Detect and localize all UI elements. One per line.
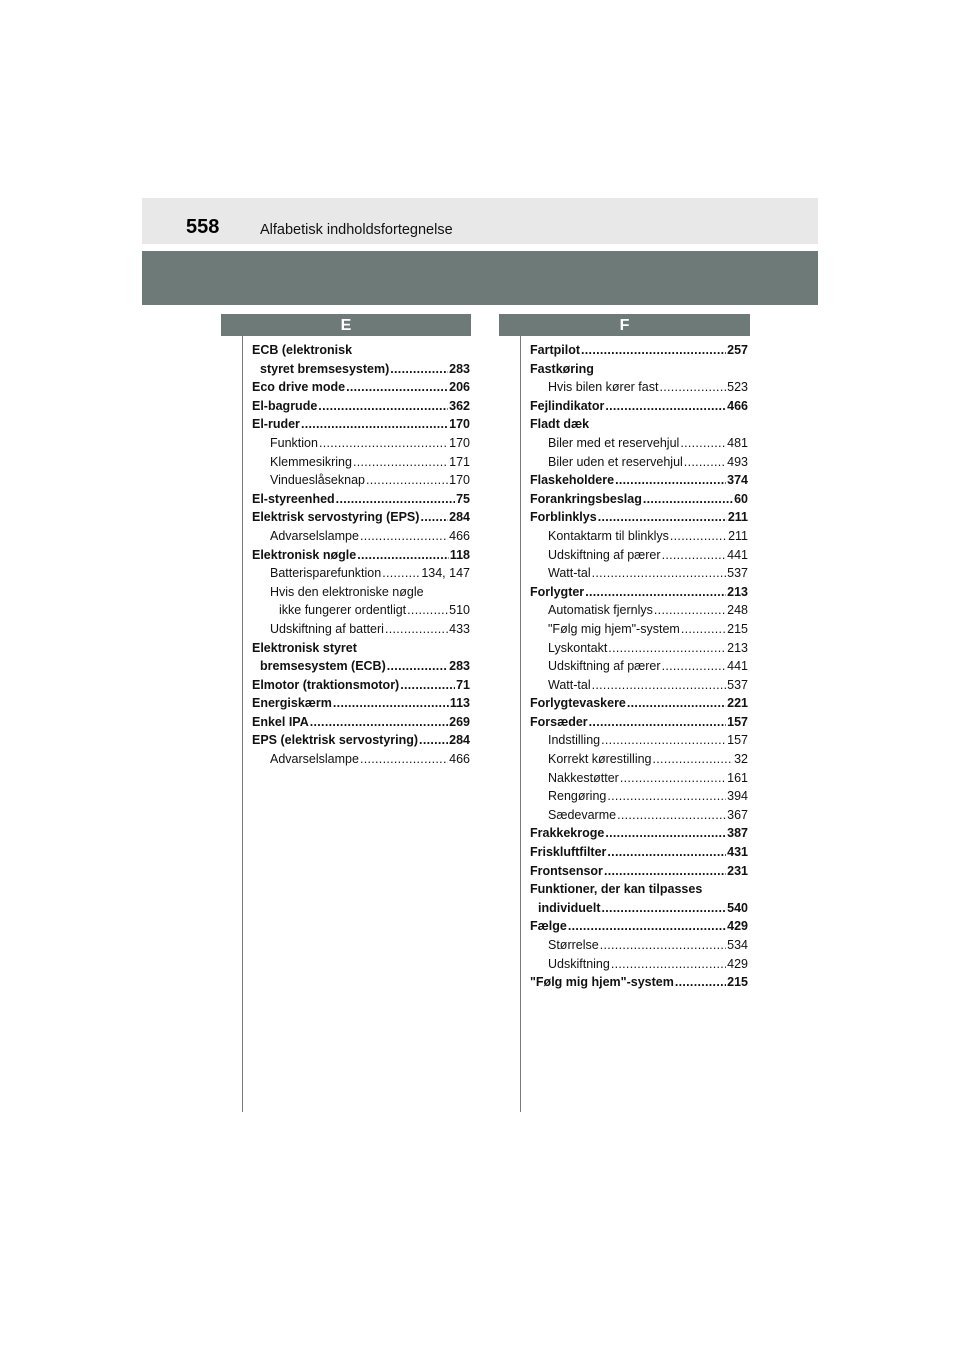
- dot-leader: [407, 601, 448, 620]
- index-entry-term: Energiskærm: [252, 696, 332, 711]
- dot-leader: [654, 601, 726, 620]
- index-entry: [252, 750, 470, 769]
- index-entry: [530, 397, 748, 416]
- index-entry-page: 248: [727, 603, 748, 618]
- dot-leader: [592, 564, 727, 583]
- index-entry-term: Forlygtevaskere: [530, 696, 626, 711]
- index-entry: [530, 657, 748, 676]
- index-entry: [530, 546, 748, 565]
- index-entry: [252, 694, 470, 713]
- dot-leader: [627, 694, 726, 713]
- index-entry-term: Friskluftfilter: [530, 845, 607, 860]
- index-entry-page: 510: [449, 603, 470, 618]
- index-entry-term: Hvis den elektroniske nøgle: [270, 584, 424, 599]
- index-entry-page: 284: [449, 733, 470, 748]
- dot-leader: [568, 917, 726, 936]
- index-entry: [252, 676, 470, 695]
- index-entry-term: Elektronisk styret: [252, 640, 357, 655]
- index-entry: [530, 508, 748, 527]
- dot-leader: [662, 546, 727, 565]
- index-entry-term: Fastkøring: [530, 361, 594, 376]
- dot-leader: [419, 731, 448, 750]
- index-entry: [530, 973, 748, 992]
- index-entry-page: 540: [727, 900, 748, 915]
- index-entry-term: Watt-tal: [548, 566, 591, 581]
- dot-leader: [585, 583, 726, 602]
- index-entry-term: bremsesystem (ECB): [260, 659, 386, 674]
- index-entry-term: Funktioner, der kan tilpasses: [530, 882, 703, 897]
- index-entry-term: styret bremsesystem): [260, 361, 390, 376]
- index-entry-term: Fælge: [530, 919, 567, 934]
- dot-leader: [387, 657, 448, 676]
- dot-leader: [617, 806, 726, 825]
- index-entry-page: 466: [449, 528, 470, 543]
- index-entry: [530, 955, 748, 974]
- index-entry-page: 211: [728, 528, 748, 543]
- index-entry-page: 374: [727, 473, 748, 488]
- index-entry-page: 221: [727, 696, 748, 711]
- index-entry-term: Batterisparefunktion: [270, 566, 382, 581]
- index-entry: [252, 415, 470, 434]
- index-entry: [530, 360, 748, 379]
- index-entry: [252, 434, 470, 453]
- dot-leader: [336, 490, 455, 509]
- index-entry-term: Fartpilot: [530, 343, 580, 357]
- index-entry-page: 113: [449, 696, 470, 711]
- index-entry: [530, 843, 748, 862]
- index-entry-term: Advarselslampe: [270, 528, 359, 543]
- index-entry: [252, 546, 470, 565]
- index-entry-term: EPS (elektrisk servostyring): [252, 733, 419, 748]
- index-entry-page: 32: [734, 752, 748, 767]
- index-entry-term: Lyskontakt: [548, 640, 608, 655]
- index-entry: [530, 806, 748, 825]
- page-number: 558: [186, 216, 220, 238]
- index-entry: [530, 620, 748, 639]
- index-entry-page: 283: [449, 659, 470, 674]
- index-entry-term: Rengøring: [548, 789, 607, 804]
- index-entry-term: Vindueslåseknap: [270, 473, 365, 488]
- index-entry-page: 211: [727, 510, 748, 525]
- index-entry: [530, 899, 748, 918]
- dot-leader: [346, 378, 448, 397]
- index-entry-term: "Følg mig hjem"-system: [548, 621, 680, 636]
- index-entry-page: 157: [727, 733, 748, 748]
- index-entry: [252, 657, 470, 676]
- section-letter-f: F: [499, 314, 750, 336]
- index-entry-term: Funktion: [270, 435, 318, 450]
- index-entry-page: 394: [727, 789, 748, 804]
- index-entry-term: Forblinklys: [530, 510, 597, 525]
- index-entry-page: 433: [449, 621, 470, 636]
- index-entry: [530, 769, 748, 788]
- index-entry-term: Størrelse: [548, 938, 599, 952]
- index-entry-term: Udskiftning af pærer: [548, 659, 661, 674]
- index-entry: [252, 620, 470, 639]
- dot-leader: [675, 973, 726, 992]
- index-entry: [252, 527, 470, 546]
- index-entry-page: 60: [734, 491, 748, 506]
- index-entry-page: 75: [456, 491, 470, 506]
- index-entry-page: 537: [727, 677, 748, 692]
- dot-leader: [670, 527, 727, 546]
- dot-leader: [319, 434, 448, 453]
- index-entry: [530, 880, 748, 899]
- index-entry-page: 481: [727, 435, 748, 450]
- index-entry-page: 257: [727, 343, 748, 357]
- index-column-f: [530, 341, 748, 992]
- index-entry-term: ECB (elektronisk: [252, 343, 353, 357]
- index-entry-term: Klemmesikring: [270, 454, 352, 469]
- index-entry: [252, 490, 470, 509]
- dot-leader: [680, 434, 726, 453]
- dot-leader: [301, 415, 448, 434]
- index-entry-page: 157: [727, 714, 748, 729]
- index-entry: [252, 564, 470, 583]
- index-entry-page: 215: [727, 621, 748, 636]
- index-entry: [252, 471, 470, 490]
- index-entry-term: Udskiftning af pærer: [548, 547, 661, 562]
- dot-leader: [598, 508, 727, 527]
- index-entry-page: 284: [449, 510, 470, 525]
- dot-leader: [602, 899, 727, 918]
- index-entry: [252, 713, 470, 732]
- dot-leader: [643, 490, 733, 509]
- index-entry: [530, 601, 748, 620]
- dot-leader: [385, 620, 448, 639]
- dot-leader: [592, 676, 727, 695]
- index-entry: [530, 731, 748, 750]
- dot-leader: [333, 694, 449, 713]
- section-letter-e: E: [221, 314, 471, 336]
- index-entry-page: 206: [449, 380, 470, 395]
- dot-leader: [662, 657, 727, 676]
- index-entry-term: Enkel IPA: [252, 714, 309, 729]
- index-entry-page: 283: [449, 361, 470, 376]
- index-entry-term: "Følg mig hjem"-system: [530, 975, 674, 990]
- index-entry: [252, 583, 470, 602]
- dot-leader: [366, 471, 448, 490]
- index-entry: [252, 378, 470, 397]
- index-entry: [252, 397, 470, 416]
- index-entry: [530, 750, 748, 769]
- column-rule-f: [520, 336, 521, 1112]
- index-entry-term: Biler uden et reservehjul: [548, 454, 683, 469]
- index-entry-page: 387: [727, 826, 748, 841]
- index-entry-page: 523: [727, 380, 748, 395]
- index-entry-page: 466: [727, 398, 748, 413]
- index-entry: [252, 639, 470, 658]
- index-entry: [530, 787, 748, 806]
- index-entry: [530, 713, 748, 732]
- index-entry-term: Automatisk fjernlys: [548, 603, 653, 618]
- index-entry-term: ikke fungerer ordentligt: [279, 603, 407, 618]
- index-entry-page: 441: [727, 547, 748, 562]
- index-entry: [252, 601, 470, 620]
- index-entry-term: Eco drive mode: [252, 380, 346, 395]
- index-entry-term: El-bagrude: [252, 398, 318, 413]
- index-entry: [530, 378, 748, 397]
- index-entry-page: 171: [449, 454, 470, 469]
- index-entry-term: Fladt dæk: [530, 417, 590, 432]
- index-entry: [252, 508, 470, 527]
- index-entry-term: Nakkestøtter: [548, 770, 619, 785]
- index-entry: [530, 583, 748, 602]
- index-entry-page: 429: [727, 956, 748, 971]
- index-entry-term: Sædevarme: [548, 807, 617, 822]
- index-entry: [530, 471, 748, 490]
- index-entry-page: 231: [727, 863, 748, 878]
- dot-leader: [318, 397, 448, 416]
- dot-leader: [601, 731, 726, 750]
- index-entry-page: 441: [727, 659, 748, 674]
- header-band: [142, 198, 818, 244]
- index-entry: [530, 694, 748, 713]
- index-entry: [252, 360, 470, 379]
- index-entry-page: 213: [727, 584, 748, 599]
- page-title: Alfabetisk indholdsfortegnelse: [260, 222, 453, 238]
- index-entry-page: 367: [727, 807, 748, 822]
- dot-leader: [581, 341, 726, 360]
- index-entry-term: individuelt: [538, 900, 601, 915]
- index-entry-page: 537: [727, 566, 748, 581]
- column-rule-e: [242, 336, 243, 1112]
- header-dark-band: [142, 251, 818, 305]
- dot-leader: [589, 713, 726, 732]
- dot-leader: [360, 750, 448, 769]
- index-entry-page: 170: [449, 417, 470, 432]
- index-entry-term: El-ruder: [252, 417, 300, 432]
- dot-leader: [608, 639, 726, 658]
- index-entry: [530, 824, 748, 843]
- index-entry-term: Watt-tal: [548, 677, 591, 692]
- index-entry: [530, 434, 748, 453]
- index-entry-term: El-styreenhed: [252, 491, 335, 506]
- dot-leader: [620, 769, 726, 788]
- dot-leader: [681, 620, 726, 639]
- index-entry-term: Biler med et reservehjul: [548, 435, 680, 450]
- dot-leader: [382, 564, 420, 583]
- index-entry: [530, 341, 748, 360]
- index-entry-page: 534: [727, 938, 748, 952]
- index-entry-term: Advarselslampe: [270, 752, 359, 767]
- dot-leader: [600, 936, 726, 955]
- index-entry-page: 269: [449, 714, 470, 729]
- index-entry-term: Forlygter: [530, 584, 585, 599]
- index-entry-page: 429: [727, 919, 748, 934]
- index-entry-term: Flaskeholdere: [530, 473, 615, 488]
- index-entry: [530, 676, 748, 695]
- dot-leader: [310, 713, 448, 732]
- dot-leader: [684, 453, 726, 472]
- dot-leader: [607, 787, 726, 806]
- index-entry: [530, 490, 748, 509]
- index-entry-page: 134, 147: [421, 566, 470, 581]
- dot-leader: [659, 378, 726, 397]
- index-entry-page: 215: [727, 975, 748, 990]
- dot-leader: [604, 862, 726, 881]
- index-entry-page: 118: [449, 547, 470, 562]
- index-entry: [252, 341, 470, 360]
- index-entry-page: 170: [449, 435, 470, 450]
- index-entry-page: 362: [449, 398, 470, 413]
- index-entry-term: Elektronisk nøgle: [252, 547, 357, 562]
- index-entry-term: Korrekt kørestilling: [548, 752, 652, 767]
- index-entry-term: Udskiftning: [548, 956, 610, 971]
- index-entry-page: 71: [456, 677, 470, 692]
- index-entry-page: 466: [449, 752, 470, 767]
- index-entry: [530, 639, 748, 658]
- index-entry-term: Kontaktarm til blinklys: [548, 528, 669, 543]
- index-entry-page: 431: [727, 845, 748, 860]
- dot-leader: [605, 397, 726, 416]
- index-entry: [252, 453, 470, 472]
- index-entry-term: Indstilling: [548, 733, 601, 748]
- dot-leader: [360, 527, 448, 546]
- index-entry-page: 213: [727, 640, 748, 655]
- dot-leader: [400, 676, 455, 695]
- index-entry: [252, 731, 470, 750]
- dot-leader: [653, 750, 734, 769]
- index-entry-page: 493: [727, 454, 748, 469]
- dot-leader: [607, 843, 726, 862]
- index-entry: [530, 917, 748, 936]
- index-entry: [530, 527, 748, 546]
- index-entry-term: Frakkekroge: [530, 826, 605, 841]
- index-entry: [530, 564, 748, 583]
- index-entry-term: Forankringsbeslag: [530, 491, 642, 506]
- dot-leader: [611, 955, 726, 974]
- index-entry-term: Fejlindikator: [530, 398, 605, 413]
- dot-leader: [420, 508, 448, 527]
- index-entry-term: Frontsensor: [530, 863, 603, 878]
- dot-leader: [357, 546, 449, 565]
- index-entry-page: 161: [727, 770, 748, 785]
- dot-leader: [353, 453, 448, 472]
- index-entry: [530, 453, 748, 472]
- dot-leader: [390, 360, 448, 379]
- index-entry-term: Udskiftning af batteri: [270, 621, 384, 636]
- index-entry-term: Elektrisk servostyring (EPS): [252, 510, 420, 525]
- dot-leader: [615, 471, 726, 490]
- index-entry-page: 170: [449, 473, 470, 488]
- index-entry-term: Elmotor (traktionsmotor): [252, 677, 400, 692]
- index-entry: [530, 862, 748, 881]
- index-entry: [530, 415, 748, 434]
- index-entry: [530, 936, 748, 955]
- index-column-e: [252, 341, 470, 769]
- index-entry-term: Forsæder: [530, 714, 588, 729]
- dot-leader: [605, 824, 726, 843]
- index-entry-term: Hvis bilen kører fast: [548, 380, 659, 395]
